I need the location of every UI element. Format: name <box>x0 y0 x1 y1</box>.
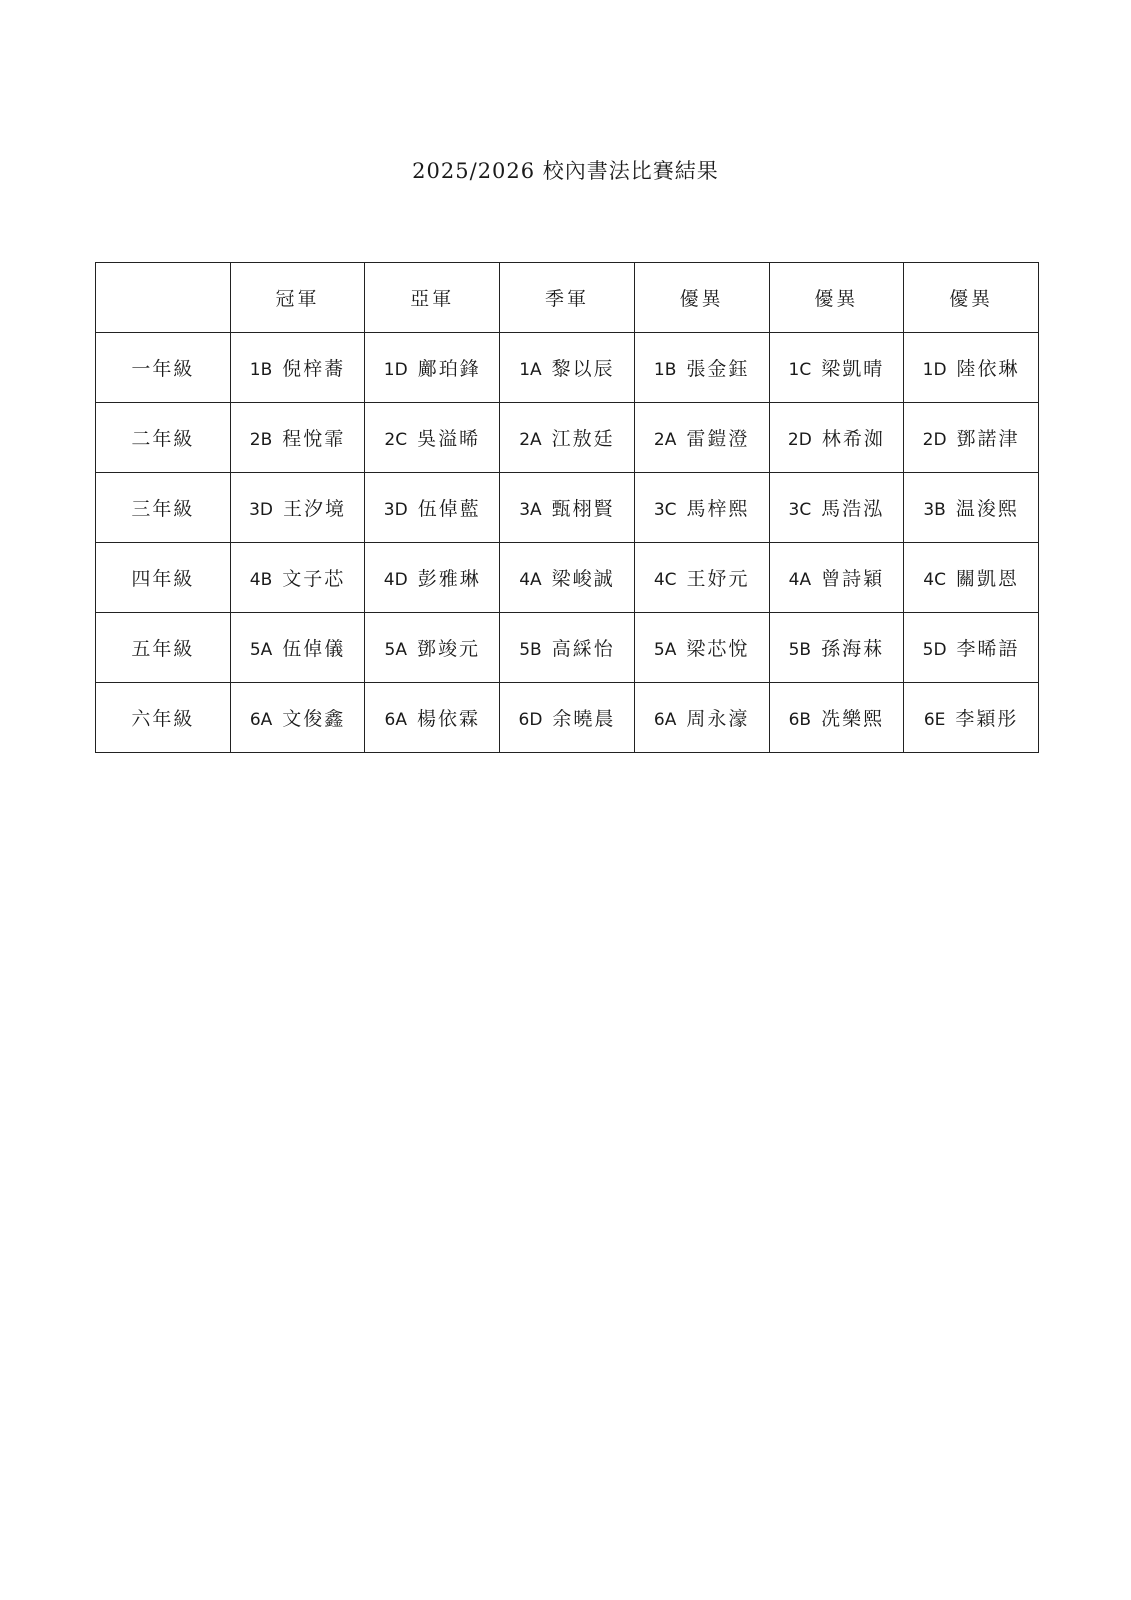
class-code: 6D <box>518 710 543 730</box>
result-cell <box>769 473 904 543</box>
grade-label: 三年級 <box>131 498 195 520</box>
header-cell-merit-3 <box>904 263 1039 333</box>
student-name: 林希洳 <box>821 428 885 450</box>
grade-label: 一年級 <box>131 358 195 380</box>
result-cell <box>500 613 635 683</box>
result-cell <box>769 683 904 753</box>
class-code: 6A <box>384 710 407 730</box>
class-code: 6A <box>653 710 677 730</box>
grade-cell <box>96 333 231 403</box>
student-name: 程悅霏 <box>282 428 346 450</box>
result-cell <box>365 333 500 403</box>
result-cell <box>634 473 769 543</box>
class-code: 4C <box>653 570 677 590</box>
student-name: 周永濠 <box>686 708 750 730</box>
student-name: 高綵怡 <box>551 638 615 660</box>
student-name: 伍倬儀 <box>282 638 346 660</box>
result-cell <box>230 543 365 613</box>
student-name: 文子芯 <box>282 568 346 590</box>
student-name: 江敖廷 <box>551 428 615 450</box>
header-row <box>96 263 1039 333</box>
student-name: 馬浩泓 <box>821 498 885 520</box>
student-name: 王妤元 <box>686 568 750 590</box>
class-code: 3C <box>788 500 812 520</box>
result-cell <box>634 683 769 753</box>
student-name: 陸依琳 <box>956 358 1020 380</box>
student-name: 李穎彤 <box>955 708 1019 730</box>
results-table <box>95 262 1039 753</box>
header-cell-merit-2 <box>769 263 904 333</box>
result-cell <box>500 403 635 473</box>
class-code: 2D <box>922 430 947 450</box>
grade-label: 五年級 <box>131 638 195 660</box>
class-code: 3D <box>383 500 408 520</box>
student-name: 楊依霖 <box>416 708 480 730</box>
class-code: 6A <box>249 710 273 730</box>
student-name: 冼樂熙 <box>821 708 885 730</box>
header-label: 冠軍 <box>275 288 320 310</box>
class-code: 2A <box>519 430 542 450</box>
class-code: 1B <box>653 360 677 380</box>
header-cell-empty <box>96 263 231 333</box>
grade-cell <box>96 403 231 473</box>
grade-cell <box>96 473 231 543</box>
student-name: 甄栩賢 <box>551 498 615 520</box>
result-cell <box>904 473 1039 543</box>
student-name: 鄧諾津 <box>956 428 1020 450</box>
class-code: 5D <box>922 640 947 660</box>
class-code: 1B <box>249 360 273 380</box>
result-cell <box>500 543 635 613</box>
result-cell <box>904 613 1039 683</box>
result-cell <box>230 403 365 473</box>
page-title: 2025/2026 校內書法比賽結果 <box>412 159 719 183</box>
student-name: 梁芯悅 <box>686 638 750 660</box>
class-code: 1A <box>519 360 542 380</box>
header-cell-merit-1 <box>634 263 769 333</box>
student-name: 關凱恩 <box>955 568 1019 590</box>
student-name: 倪梓蕎 <box>282 358 346 380</box>
header-label: 季軍 <box>544 288 589 310</box>
result-cell <box>230 333 365 403</box>
student-name: 彭雅琳 <box>417 568 481 590</box>
class-code: 2B <box>249 430 273 450</box>
class-code: 6B <box>788 710 812 730</box>
result-cell <box>500 683 635 753</box>
class-code: 1D <box>922 360 947 380</box>
class-code: 3D <box>249 500 273 520</box>
class-code: 2A <box>653 430 677 450</box>
table-row <box>96 473 1039 543</box>
class-code: 1D <box>383 360 408 380</box>
student-name: 梁凱晴 <box>821 358 885 380</box>
class-code: 5A <box>384 640 407 660</box>
grade-label: 六年級 <box>131 708 195 730</box>
result-cell <box>365 403 500 473</box>
result-cell <box>904 333 1039 403</box>
student-name: 王汐境 <box>283 498 347 520</box>
result-cell <box>500 333 635 403</box>
grade-cell <box>96 683 231 753</box>
class-code: 4A <box>519 570 542 590</box>
student-name: 馬梓熙 <box>686 498 750 520</box>
header-label: 亞軍 <box>410 288 455 310</box>
student-name: 孫海菻 <box>821 638 885 660</box>
student-name: 李晞語 <box>956 638 1020 660</box>
result-cell <box>230 613 365 683</box>
header-cell-first-runner-up <box>365 263 500 333</box>
student-name: 温浚熙 <box>955 498 1019 520</box>
class-code: 4B <box>249 570 273 590</box>
result-cell <box>769 333 904 403</box>
class-code: 4D <box>383 570 408 590</box>
result-cell <box>769 403 904 473</box>
result-cell <box>634 613 769 683</box>
student-name: 梁峻誠 <box>551 568 615 590</box>
result-cell <box>230 683 365 753</box>
class-code: 1C <box>788 360 812 380</box>
table-row <box>96 333 1039 403</box>
student-name: 文俊鑫 <box>282 708 346 730</box>
table-row <box>96 683 1039 753</box>
result-cell <box>634 403 769 473</box>
result-cell <box>365 683 500 753</box>
grade-label: 四年級 <box>131 568 195 590</box>
result-cell <box>365 613 500 683</box>
student-name: 鄺珀鋒 <box>417 358 481 380</box>
class-code: 5A <box>249 640 273 660</box>
student-name: 鄧竣元 <box>416 638 480 660</box>
class-code: 3C <box>653 500 677 520</box>
result-cell <box>904 683 1039 753</box>
student-name: 伍倬藍 <box>417 498 481 520</box>
table-row <box>96 613 1039 683</box>
header-label: 優異 <box>814 288 859 310</box>
grade-cell <box>96 543 231 613</box>
grade-label: 二年級 <box>131 428 195 450</box>
class-code: 3A <box>519 500 542 520</box>
result-cell <box>634 543 769 613</box>
class-code: 2D <box>787 430 812 450</box>
header-cell-second-runner-up <box>500 263 635 333</box>
class-code: 5B <box>788 640 812 660</box>
header-cell-champion <box>230 263 365 333</box>
student-name: 余曉晨 <box>552 708 616 730</box>
header-label: 優異 <box>949 288 994 310</box>
result-cell <box>365 473 500 543</box>
result-cell <box>230 473 365 543</box>
class-code: 3B <box>923 500 946 520</box>
class-code: 6E <box>923 710 946 730</box>
result-cell <box>634 333 769 403</box>
student-name: 吳溢晞 <box>417 428 481 450</box>
class-code: 4A <box>788 570 812 590</box>
header-label: 優異 <box>679 288 724 310</box>
result-cell <box>769 613 904 683</box>
student-name: 張金鈺 <box>686 358 750 380</box>
class-code: 5B <box>519 640 542 660</box>
table-row <box>96 543 1039 613</box>
student-name: 曾詩穎 <box>821 568 885 590</box>
result-cell <box>904 403 1039 473</box>
table-row <box>96 403 1039 473</box>
grade-cell <box>96 613 231 683</box>
class-code: 5A <box>653 640 677 660</box>
result-cell <box>500 473 635 543</box>
result-cell <box>365 543 500 613</box>
student-name: 雷鎧澄 <box>686 428 750 450</box>
class-code: 2C <box>384 430 408 450</box>
result-cell <box>904 543 1039 613</box>
class-code: 4C <box>923 570 946 590</box>
student-name: 黎以辰 <box>551 358 615 380</box>
result-cell <box>769 543 904 613</box>
